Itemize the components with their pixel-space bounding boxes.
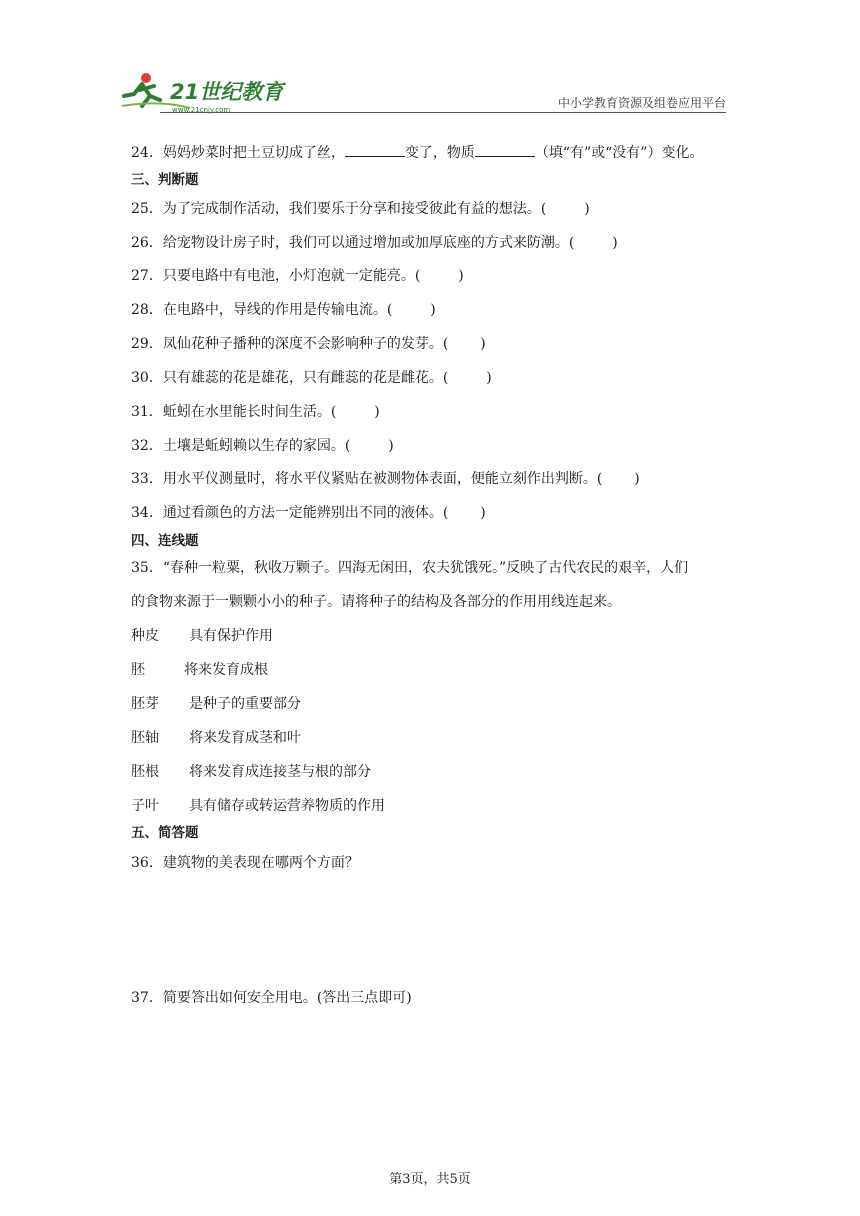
seed-function[interactable]: 是种子的重要部分 <box>189 696 301 712</box>
close-paren: ) <box>612 235 618 251</box>
question-text: 用水平仪测量时，将水平仪紧贴在被测物体表面，便能立刻作出判断。( <box>162 471 603 487</box>
seed-part[interactable]: 胚芽 <box>131 696 159 712</box>
question-number: 37． <box>131 990 163 1006</box>
question-text: 在电路中，导线的作用是传输电流。( <box>162 302 393 318</box>
close-paren: ) <box>584 201 590 217</box>
question-text: 只有雄蕊的花是雄花，只有雌蕊的花是雌花。( <box>162 370 449 386</box>
question-number: 33． <box>131 471 163 487</box>
question-text: （填“有”或“没有”）变化。 <box>534 145 704 161</box>
question-text: 给宠物设计房子时，我们可以通过增加或加厚底座的方式来防潮。( <box>162 235 575 251</box>
close-paren: ) <box>486 370 492 386</box>
question-text: 通过看颜色的方法一定能辨别出不同的液体。( <box>162 505 449 521</box>
section-title-judgment: 三、判断题 <box>131 172 199 188</box>
question-number: 27． <box>131 268 163 284</box>
question-35-line2: 的食物来源于一颗颗小小的种子。请将种子的结构及各部分的作用用线连起来。 <box>131 594 621 610</box>
question-number: 28． <box>131 302 163 318</box>
platform-name: 中小学教育资源及组卷应用平台 <box>557 96 726 110</box>
seed-part[interactable]: 胚根 <box>131 764 159 780</box>
question-number: 30． <box>131 370 163 386</box>
answer-blank[interactable] <box>475 142 535 157</box>
seed-function[interactable]: 具有储存或转运营养物质的作用 <box>189 798 385 814</box>
seed-part[interactable]: 子叶 <box>131 798 159 814</box>
question-37 <box>131 988 412 1008</box>
judgment-question <box>131 436 394 456</box>
question-number: 24． <box>131 145 163 161</box>
seed-function[interactable]: 将来发育成根 <box>184 662 268 678</box>
question-text: 妈妈炒菜时把土豆切成了丝， <box>162 145 345 161</box>
match-row <box>131 728 301 748</box>
svg-text:21世纪教育: 21世纪教育 <box>170 80 284 104</box>
question-text: 蚯蚓在水里能长时间生活。( <box>162 404 337 420</box>
close-paren: ) <box>480 505 486 521</box>
match-row <box>131 660 268 680</box>
question-text: 凤仙花种子播种的深度不会影响种子的发芽。( <box>162 336 449 352</box>
section-title-matching: 四、连线题 <box>131 533 199 549</box>
judgment-question <box>131 368 492 388</box>
header-divider <box>160 112 726 113</box>
question-text: 为了完成制作活动，我们要乐于分享和接受彼此有益的想法。( <box>162 201 547 217</box>
svg-text:www.21cnjy.com: www.21cnjy.com <box>172 106 231 114</box>
close-paren: ) <box>480 336 486 352</box>
question-text: 变了，物质 <box>404 145 475 161</box>
question-number: 32． <box>131 438 163 454</box>
judgment-question <box>131 402 380 422</box>
question-text: 土壤是蚯蚓赖以生存的家园。( <box>162 438 351 454</box>
seed-function[interactable]: 将来发育成连接茎与根的部分 <box>189 764 371 780</box>
judgment-question <box>131 334 486 354</box>
judgment-question <box>131 469 640 489</box>
question-number: 36． <box>131 855 163 871</box>
match-row <box>131 796 385 816</box>
judgment-question <box>131 199 590 219</box>
question-number: 25． <box>131 201 163 217</box>
answer-blank[interactable] <box>345 142 405 157</box>
judgment-question <box>131 300 436 320</box>
question-text: 简要答出如何安全用电。(答出三点即可) <box>162 990 412 1006</box>
seed-part[interactable]: 胚轴 <box>131 730 159 746</box>
seed-part[interactable]: 胚 <box>131 662 145 678</box>
question-text: 只要电路中有电池，小灯泡就一定能亮。( <box>162 268 421 284</box>
question-24 <box>131 142 703 163</box>
question-number: 29． <box>131 336 163 352</box>
match-row <box>131 694 301 714</box>
question-number: 26． <box>131 235 163 251</box>
question-number: 31． <box>131 404 163 420</box>
question-35-line1: 35．“春种一粒粟，秋收万颗子。四海无闲田，农夫犹饿死。”反映了古代农民的艰辛，人们 <box>131 560 689 576</box>
judgment-question <box>131 233 618 253</box>
close-paren: ) <box>634 471 640 487</box>
21cnjy-logo-icon <box>120 66 300 114</box>
close-paren: ) <box>458 268 464 284</box>
judgment-question <box>131 503 486 523</box>
question-36 <box>131 853 359 873</box>
question-text: 建筑物的美表现在哪两个方面？ <box>162 855 359 871</box>
question-number: 34． <box>131 505 163 521</box>
close-paren: ) <box>430 302 436 318</box>
seed-function[interactable]: 将来发育成茎和叶 <box>189 730 301 746</box>
match-row <box>131 626 273 646</box>
page-number: 第3页，共5页 <box>389 1172 471 1187</box>
match-row <box>131 762 371 782</box>
seed-function[interactable]: 具有保护作用 <box>189 628 273 644</box>
section-title-short-answer: 五、简答题 <box>131 825 199 841</box>
page-header <box>120 66 726 114</box>
judgment-question <box>131 266 464 286</box>
seed-part[interactable]: 种皮 <box>131 628 159 644</box>
close-paren: ) <box>374 404 380 420</box>
close-paren: ) <box>388 438 394 454</box>
